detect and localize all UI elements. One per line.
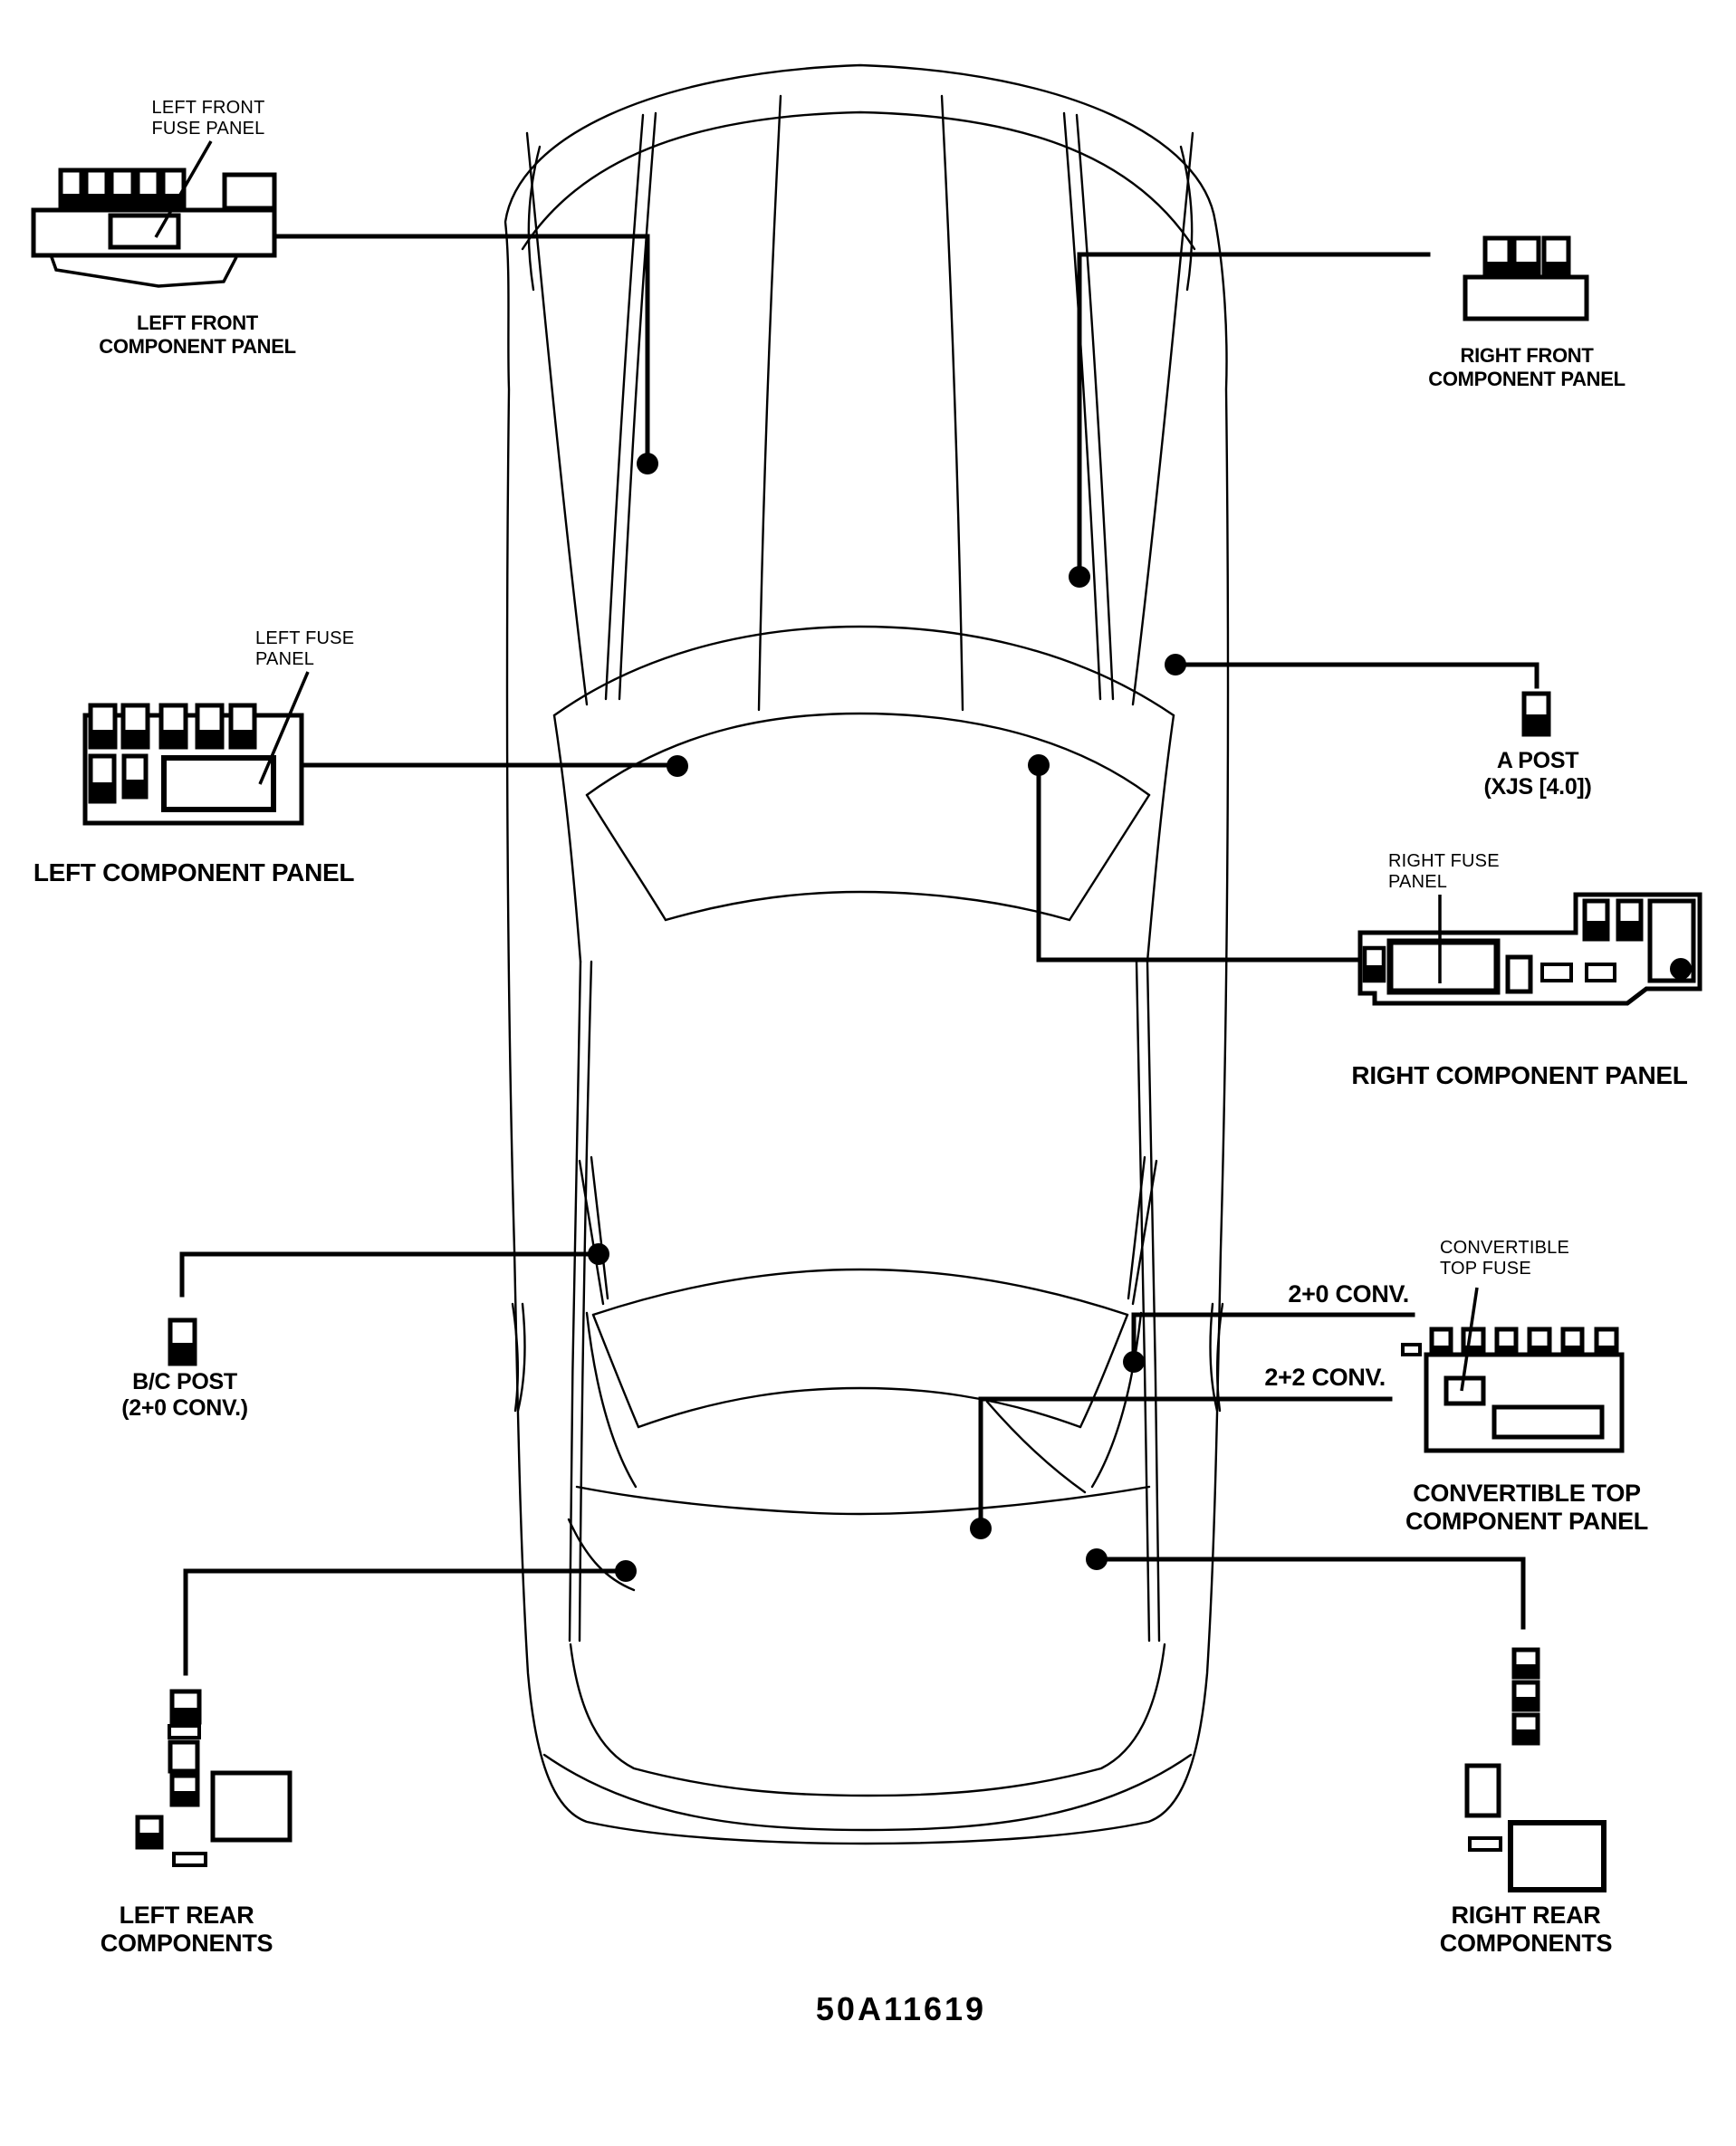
- right-front-component-panel-label: [1428, 344, 1626, 390]
- relay-icon: [1508, 957, 1530, 992]
- left-front-fuse-panel-label: [152, 98, 265, 139]
- convertible-top-fuse-box: [1446, 1378, 1483, 1404]
- right-rear-components-drawing: [1467, 1650, 1604, 1890]
- left-front-component-panel-drawing: [34, 141, 274, 286]
- label-line: (2+0 CONV.): [121, 1395, 248, 1421]
- figure-number: [816, 1990, 986, 2028]
- right-component-location-dot: [1028, 754, 1050, 776]
- label-line: PANEL: [1388, 872, 1448, 893]
- relay-icon: [225, 175, 274, 208]
- label-line: RIGHT REAR: [1451, 1902, 1601, 1929]
- right-rear-location-dot: [1086, 1548, 1108, 1570]
- 2plus2-conv-label: [1264, 1364, 1386, 1392]
- fuse-icons: [61, 194, 184, 210]
- left-rear-components-label: [101, 1902, 273, 1959]
- leader-left-rear: [186, 1571, 620, 1673]
- label-line: COMPONENT PANEL: [1405, 1508, 1649, 1536]
- connector-icon: [169, 1726, 199, 1738]
- label-line: LEFT FRONT: [151, 98, 265, 118]
- bc-post-fuse-drawing: [170, 1320, 195, 1364]
- a-post-fuse-drawing: [1524, 694, 1549, 734]
- label-line: PANEL: [255, 649, 315, 670]
- module-icon: [213, 1773, 290, 1840]
- label-line: LEFT FRONT: [137, 311, 258, 334]
- module-icon: [1511, 1823, 1604, 1890]
- a-post-label: [1484, 748, 1592, 800]
- label-line: RIGHT FRONT: [1460, 344, 1594, 367]
- leader-a-post: [1182, 665, 1537, 686]
- right-fuse-panel-label: [1388, 851, 1500, 893]
- 2plus0-conv-label: [1288, 1280, 1409, 1308]
- connector-icon: [174, 1854, 206, 1865]
- leader-2plus0: [1134, 1315, 1413, 1356]
- label-line: 50A11619: [815, 1990, 987, 2027]
- label-line: 2+0 CONV.: [1288, 1280, 1409, 1308]
- convertible-top-component-panel-label: [1405, 1480, 1648, 1537]
- label-line: COMPONENT PANEL: [1428, 367, 1626, 390]
- label-line: LEFT REAR: [119, 1902, 254, 1929]
- label-line: COMPONENTS: [1439, 1930, 1613, 1958]
- right-front-component-panel-drawing: [1465, 238, 1587, 319]
- right-front-location-dot: [1069, 566, 1090, 588]
- a-post-location-dot: [1165, 654, 1186, 675]
- leader-left-front: [276, 236, 647, 457]
- left-rear-components-drawing: [138, 1691, 290, 1865]
- left-fuse-panel-label: [255, 628, 354, 670]
- label-line: RIGHT FUSE: [1388, 851, 1500, 871]
- leader-right-rear: [1100, 1559, 1523, 1627]
- label-line: LEFT FUSE: [255, 628, 355, 648]
- label-line: COMPONENTS: [100, 1930, 273, 1958]
- convertible-top-component-panel-drawing: [1403, 1288, 1622, 1451]
- label-line: 2+2 CONV.: [1264, 1364, 1386, 1391]
- leader-2plus2: [981, 1399, 1390, 1524]
- label-line: COMPONENT PANEL: [99, 334, 296, 358]
- leader-right-front: [1079, 254, 1428, 570]
- left-component-panel-drawing: [85, 672, 308, 823]
- right-fuse-panel-box: [1390, 942, 1497, 992]
- bc-post-location-dot: [588, 1243, 609, 1265]
- leader-lines: [182, 236, 1537, 1673]
- bc-post-label: [121, 1369, 248, 1422]
- left-component-panel-label: [34, 858, 354, 887]
- connector-icon: [1542, 964, 1571, 981]
- right-component-panel-drawing: [1360, 895, 1700, 1003]
- label-line: (XJS [4.0]): [1483, 774, 1592, 800]
- grommet-icon: [1670, 958, 1692, 980]
- label-line: CONVERTIBLE: [1440, 1238, 1569, 1258]
- label-line: LEFT COMPONENT PANEL: [33, 858, 355, 886]
- panel-body: [1465, 277, 1587, 319]
- 2plus0-location-dot: [1123, 1351, 1145, 1373]
- left-component-location-dot: [667, 755, 688, 777]
- label-line: CONVERTIBLE TOP: [1413, 1480, 1641, 1507]
- label-line: TOP FUSE: [1440, 1259, 1531, 1279]
- leader-right-component: [1039, 770, 1357, 960]
- left-rear-location-dot: [615, 1560, 637, 1582]
- leader-bc-post: [182, 1254, 593, 1295]
- convertible-top-fuse-label: [1440, 1238, 1569, 1279]
- connector-icon: [1470, 1838, 1501, 1850]
- label-line: FUSE PANEL: [151, 119, 265, 139]
- left-front-location-dot: [637, 453, 658, 474]
- left-front-fuse-panel-box: [110, 216, 178, 247]
- left-front-component-panel-label: [99, 311, 296, 358]
- car-outline: [505, 65, 1228, 1844]
- relay-icon: [170, 1742, 197, 1771]
- label-line: B/C POST: [132, 1369, 237, 1394]
- label-line: A POST: [1496, 748, 1579, 773]
- label-line: RIGHT COMPONENT PANEL: [1351, 1061, 1688, 1089]
- 2plus2-location-dot: [970, 1518, 992, 1539]
- panel-bracket: [52, 257, 236, 286]
- connector-icon: [1587, 964, 1615, 981]
- relay-icon: [1467, 1766, 1499, 1815]
- relay-icon: [1494, 1407, 1602, 1437]
- left-fuse-panel-box: [164, 758, 273, 810]
- connector-icon: [1403, 1345, 1420, 1355]
- right-component-panel-label: [1351, 1061, 1687, 1090]
- right-rear-components-label: [1440, 1902, 1613, 1959]
